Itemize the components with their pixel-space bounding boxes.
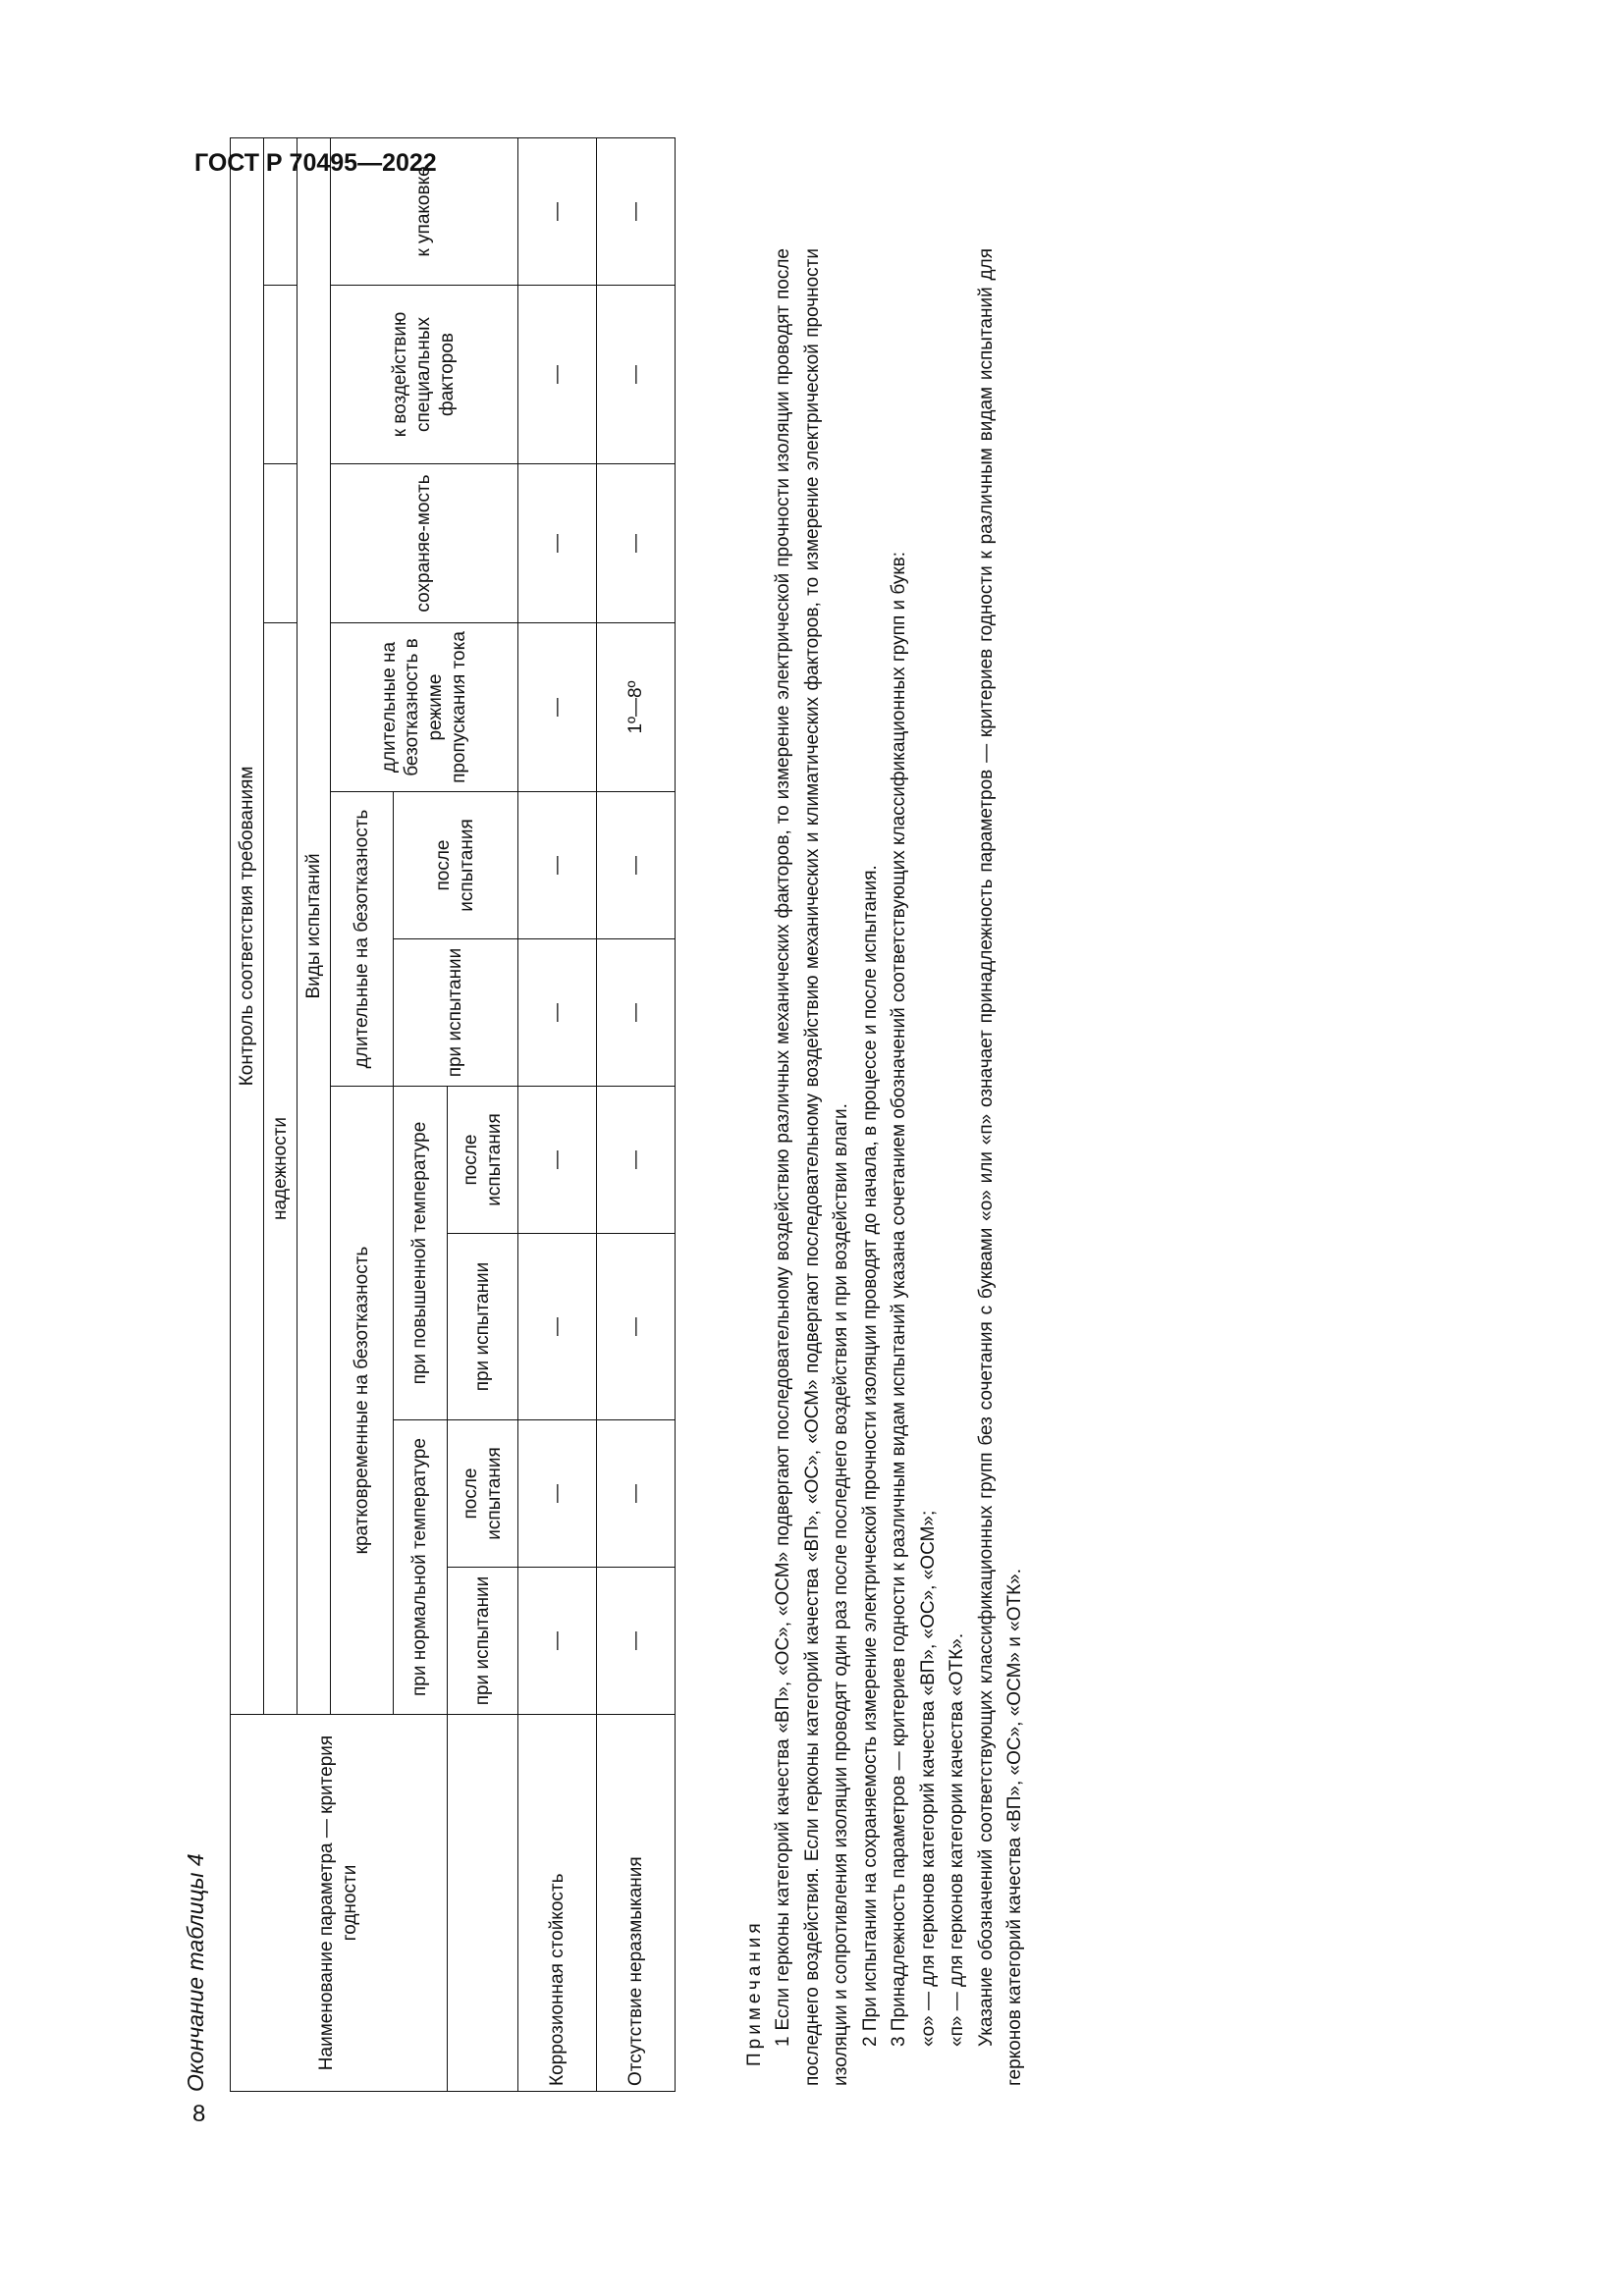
row-name-cell: Коррозионная стойкость <box>518 1715 597 2092</box>
value-cell: 1º—8º <box>597 623 676 792</box>
blank-cell <box>264 286 298 464</box>
value-cell: — <box>518 623 597 792</box>
blank-cell <box>264 137 298 285</box>
value-cell: — <box>597 1087 676 1234</box>
left-blank-cell <box>448 1715 518 2092</box>
value-cell: — <box>597 137 676 285</box>
requirements-table <box>230 137 676 2092</box>
value-cell: — <box>518 137 597 285</box>
note-3: 3 Принадлежность параметров — критериев годности к различным видам испытаний указана сочетанием обозначений соответствующих классификационных групп и букв: <box>889 551 910 2047</box>
value-cell: — <box>518 939 597 1087</box>
note-2: 2 При испытании на сохраняемость измерение электрической прочности изоляции проводят до начала, в процессе и после испытания. <box>859 865 881 2047</box>
rotated-page-content <box>183 166 1125 2092</box>
normal-during-header-cell: при испытании <box>448 1568 518 1715</box>
note-3-item-p: «п» — для герконов категории качества «ОТК». <box>947 1632 968 2047</box>
long-current-header-cell: длительные на безотказность в режиме пропускания тока <box>331 623 518 792</box>
row-name-cell: Отсутствие неразмыкания <box>597 1715 676 2092</box>
notes-title: Примечания <box>744 1919 765 2066</box>
param-header-cell: Наименование параметра — критерия годности <box>231 1715 448 2092</box>
value-cell: — <box>518 1568 597 1715</box>
top-header-cell: Контроль соответствия требованиям <box>231 137 264 1714</box>
document-number: ГОСТ Р 70495—2022 <box>194 149 437 177</box>
table-row <box>597 137 676 2091</box>
long-during-header-cell: при испытании <box>394 939 518 1087</box>
value-cell: — <box>518 1234 597 1420</box>
normal-temp-header-cell: при нормальной температуре <box>394 1420 448 1715</box>
value-cell: — <box>597 286 676 464</box>
group-header-cell: надежности <box>264 623 298 1715</box>
short-term-header-cell: кратковременные на безотказность <box>331 1087 394 1715</box>
value-cell: — <box>518 464 597 623</box>
normal-after-header-cell: после испытания <box>448 1420 518 1568</box>
value-cell: — <box>597 464 676 623</box>
blank-cell <box>264 464 298 623</box>
table-notes <box>740 248 1029 2086</box>
note-1: 1 Если герконы категорий качества «ВП», «ОС», «ОСМ» подвергают последовательному воздействию различных механических факторов, то измерение электрической прочности изоляции проводят после последнего воздействия. Если герконы категорий качества «ВП», «ОС», «ОСМ» подвергают последовательному воздействию механических и климатических факторов, то измерение электрической прочности изоляции и сопротивления изоляции проводят один раз после последнего воздействия и при воздействии влаги. <box>773 248 852 2086</box>
value-cell: — <box>518 286 597 464</box>
long-term-header-cell: длительные на безотказность <box>331 792 394 1087</box>
long-after-header-cell: после испытания <box>394 792 518 939</box>
page-number: 8 <box>192 2101 206 2127</box>
storage-header-cell: сохраняе-мость <box>331 464 518 623</box>
value-cell: — <box>597 792 676 939</box>
special-factors-header-cell: к воздействию специальных факторов <box>331 286 518 464</box>
value-cell: — <box>597 1568 676 1715</box>
table-row <box>518 137 597 2091</box>
note-3-item-o: «о» — для герконов категорий качества «ВП», «ОС», «ОСМ»; <box>917 1510 939 2047</box>
test-types-header-cell: Виды испытаний <box>298 137 331 1714</box>
value-cell: — <box>518 1087 597 1234</box>
value-cell: — <box>597 1234 676 1420</box>
table-caption: Окончание таблицы 4 <box>183 1853 208 2092</box>
elevated-after-header-cell: после испытания <box>448 1087 518 1234</box>
packaging-header-cell: к упаковке <box>331 137 518 285</box>
elevated-temp-header-cell: при повышенной температуре <box>394 1087 448 1420</box>
value-cell: — <box>597 939 676 1087</box>
value-cell: — <box>518 1420 597 1568</box>
note-3-tail: Указание обозначений соответствующих классификационных групп без сочетания с буквами «о» или «п» означает принадлежность параметров — критериев годности к различным видам испытаний для герконов категорий качества «ВП», «ОС», «ОСМ» и «ОТК». <box>975 248 1025 2086</box>
elevated-during-header-cell: при испытании <box>448 1234 518 1420</box>
value-cell: — <box>597 1420 676 1568</box>
value-cell: — <box>518 792 597 939</box>
